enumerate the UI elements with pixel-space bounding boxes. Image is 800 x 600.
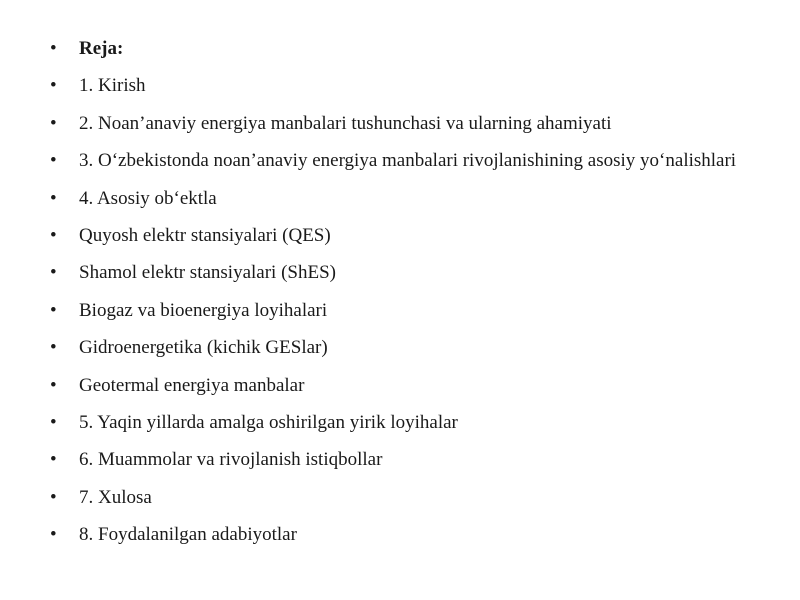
list-item: [50, 408, 770, 437]
list-item: [50, 146, 770, 175]
list-item: [50, 520, 770, 549]
plan-list: [50, 34, 770, 557]
list-item: [50, 296, 770, 325]
list-item: [50, 258, 770, 287]
bullet-icon: •: [50, 38, 57, 59]
list-item-text: Biogaz va bioenergiya loyihalari: [79, 299, 328, 321]
bullet-icon: •: [50, 299, 57, 321]
list-item-text: 3. O‘zbekistonda noan’anaviy energiya manbalari rivojlanishining asosiy yo‘nalishlari: [79, 150, 737, 172]
list-item-text: 5. Yaqin yillarda amalga oshirilgan yirik loyihalar: [79, 411, 458, 433]
bullet-icon: •: [50, 187, 57, 209]
list-item: [50, 71, 770, 100]
bullet-icon: •: [50, 374, 57, 396]
list-item: [50, 184, 770, 213]
bullet-icon: •: [50, 224, 57, 246]
list-item-text: 7. Xulosa: [79, 486, 152, 508]
bullet-icon: •: [50, 524, 57, 546]
bullet-icon: •: [50, 150, 57, 172]
list-item: [50, 483, 770, 512]
bullet-icon: •: [50, 337, 57, 359]
bullet-icon: •: [50, 486, 57, 508]
list-item-text: Gidroenergetika (kichik GESlar): [79, 337, 328, 359]
list-item-text: Quyosh elektr stansiyalari (QES): [79, 224, 331, 246]
list-item-text: 8. Foydalanilgan adabiyotlar: [79, 524, 297, 546]
list-item-text: 6. Muammolar va rivojlanish istiqbollar: [79, 449, 383, 471]
list-heading: [50, 34, 770, 63]
list-item: [50, 371, 770, 400]
bullet-icon: •: [50, 449, 57, 471]
list-item-text: Shamol elektr stansiyalari (ShES): [79, 262, 336, 284]
bullet-icon: •: [50, 262, 57, 284]
list-item-text: 4. Asosiy ob‘ektla: [79, 187, 217, 209]
list-item: [50, 109, 770, 138]
list-item-text: Geotermal energiya manbalar: [79, 374, 305, 396]
bullet-icon: •: [50, 411, 57, 433]
bullet-icon: •: [50, 112, 57, 134]
list-item: [50, 221, 770, 250]
list-item-text: 2. Noan’anaviy energiya manbalari tushunchasi va ularning ahamiyati: [79, 112, 612, 134]
list-item: [50, 333, 770, 362]
list-item-text: 1. Kirish: [79, 75, 146, 97]
heading-text: Reja:: [79, 38, 124, 59]
list-item: [50, 445, 770, 474]
bullet-icon: •: [50, 75, 57, 97]
